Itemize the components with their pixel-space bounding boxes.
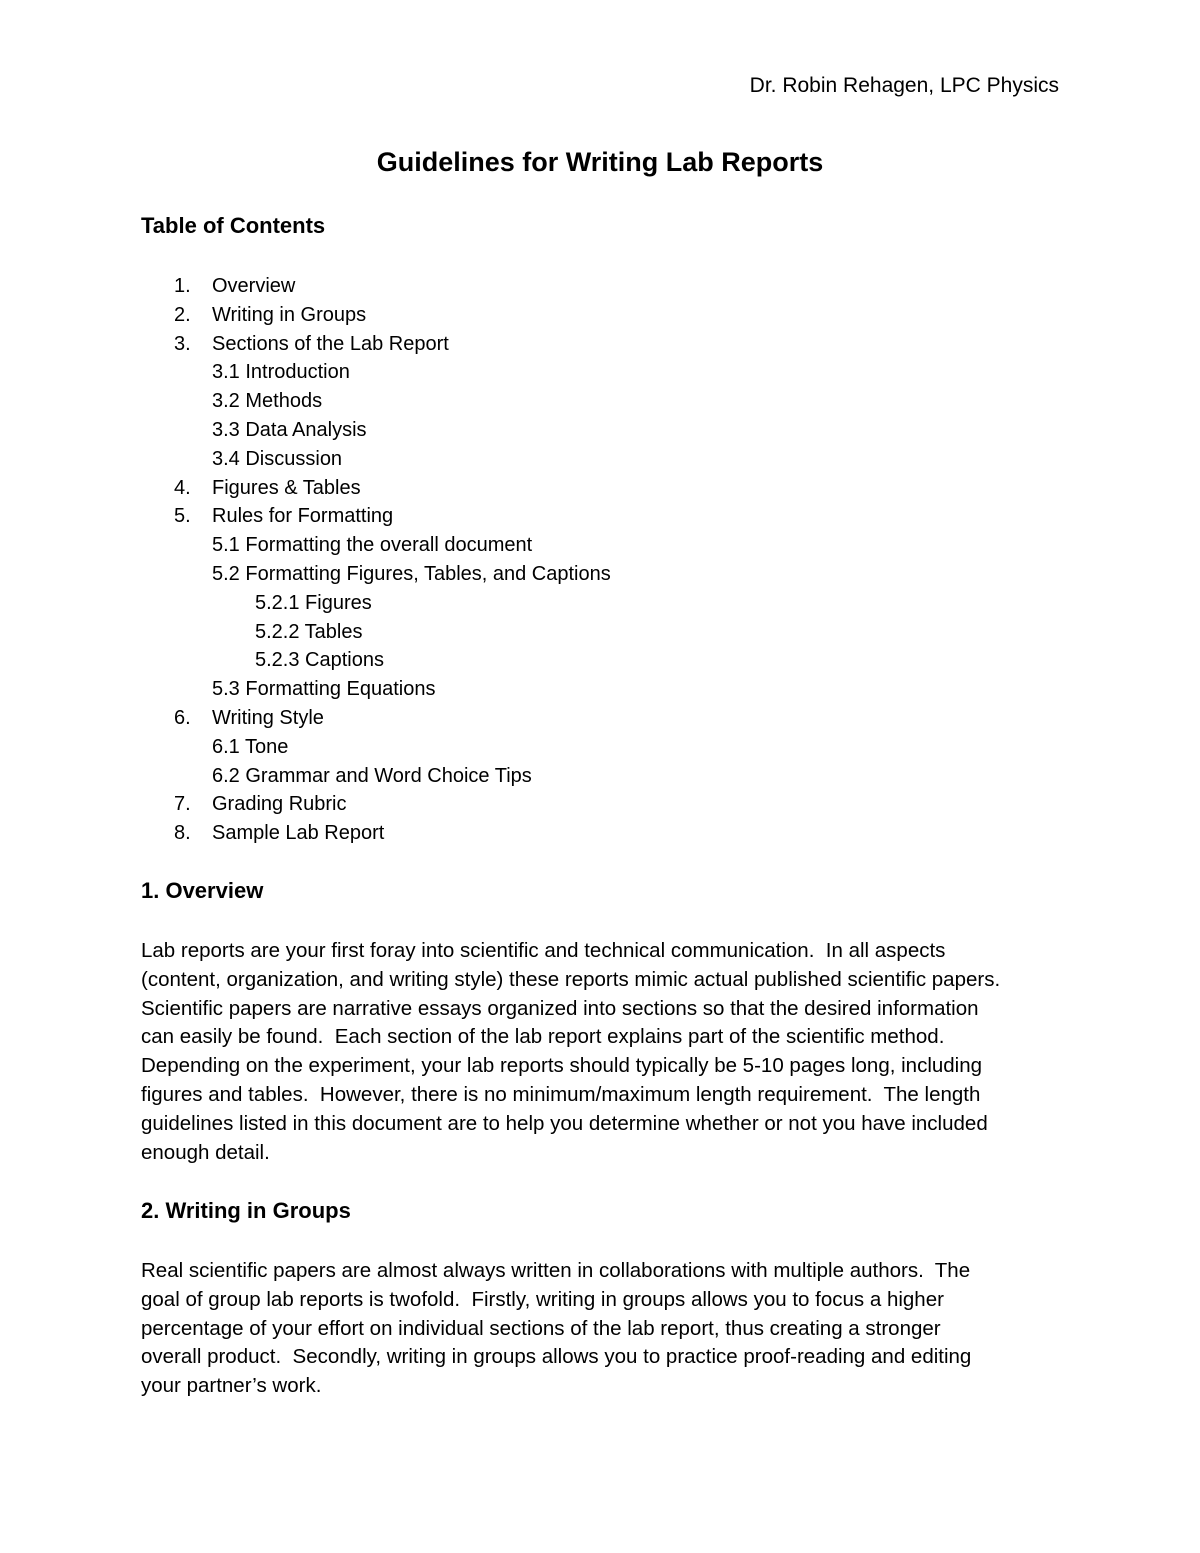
toc-item-number: 4. (174, 476, 191, 499)
toc-item-label: 5.2 Formatting Figures, Tables, and Captions (212, 562, 611, 585)
paragraph-line: guidelines listed in this document are to help you determine whether or not you have included (141, 1111, 988, 1135)
section-paragraph-overview (141, 937, 1066, 1167)
toc-item-label: 5.2.1 Figures (255, 591, 372, 614)
toc-item-label: 6.2 Grammar and Word Choice Tips (212, 764, 532, 787)
paragraph-line: can easily be found. Each section of the lab report explains part of the scientific method. (141, 1025, 945, 1049)
paragraph-line: Real scientific papers are almost always written in collaborations with multiple authors. The (141, 1259, 971, 1282)
paragraph-line: enough detail. (141, 1140, 270, 1164)
toc-item-label: 5.3 Formatting Equations (212, 678, 436, 701)
toc-item-number: 7. (174, 793, 191, 816)
paragraph-line: goal of group lab reports is twofold. Firstly, writing in groups allows you to focus a higher (141, 1287, 944, 1311)
toc-item-label: Sections of the Lab Report (212, 332, 449, 355)
toc-item-number: 2. (174, 303, 191, 326)
page-header-author: Dr. Robin Rehagen, LPC Physics (749, 74, 1059, 97)
toc-item-label: Grading Rubric (212, 793, 347, 816)
toc-item-number: 1. (174, 275, 191, 297)
paragraph-line: Lab reports are your first foray into scientific and technical communication. In all aspects (141, 939, 946, 962)
toc-item-label: 5.2.2 Tables (255, 620, 363, 643)
toc-heading: Table of Contents (141, 213, 326, 238)
toc-item-label: Writing in Groups (212, 303, 367, 326)
toc-item-label: 3.3 Data Analysis (212, 418, 367, 441)
paragraph-line: (content, organization, and writing style) these reports mimic actual published scientific papers. (141, 967, 1001, 991)
toc-item-label: Figures & Tables (212, 476, 361, 499)
paragraph-line: Depending on the experiment, your lab reports should typically be 5-10 pages long, including (141, 1054, 983, 1078)
toc-item-label: 5.2.3 Captions (255, 649, 384, 672)
toc-item-label: 5.1 Formatting the overall document (212, 534, 533, 557)
toc-item-label: Rules for Formatting (212, 505, 394, 528)
section-heading-writing-in-groups: 2. Writing in Groups (141, 1198, 351, 1223)
toc-item-label: Writing Style (212, 706, 324, 729)
paragraph-line: overall product. Secondly, writing in groups allows you to practice proof-reading and editing (141, 1345, 972, 1369)
paragraph-line: Scientific papers are narrative essays organized into sections so that the desired information (141, 996, 979, 1020)
toc-item-label: 3.2 Methods (212, 390, 323, 413)
paragraph-line: figures and tables. However, there is no minimum/maximum length requirement. The length (141, 1082, 981, 1106)
toc-item-number: 3. (174, 332, 191, 355)
toc-item-label: 3.4 Discussion (212, 447, 343, 470)
toc-item-label: 6.1 Tone (212, 735, 289, 758)
toc-item-label: Overview (212, 275, 296, 297)
section-heading-overview: 1. Overview (141, 878, 264, 903)
paragraph-line: percentage of your effort on individual sections of the lab report, thus creating a stronger (141, 1316, 941, 1340)
toc-item-label: Sample Lab Report (212, 822, 385, 845)
paragraph-line: your partner’s work. (141, 1374, 322, 1398)
toc-item-label: 3.1 Introduction (212, 361, 350, 384)
section-paragraph-writing-in-groups (141, 1257, 1066, 1401)
document-title: Guidelines for Writing Lab Reports (376, 147, 824, 177)
toc-item-number: 8. (174, 822, 191, 845)
toc-item-number: 6. (174, 706, 191, 729)
toc-item-number: 5. (174, 505, 191, 528)
